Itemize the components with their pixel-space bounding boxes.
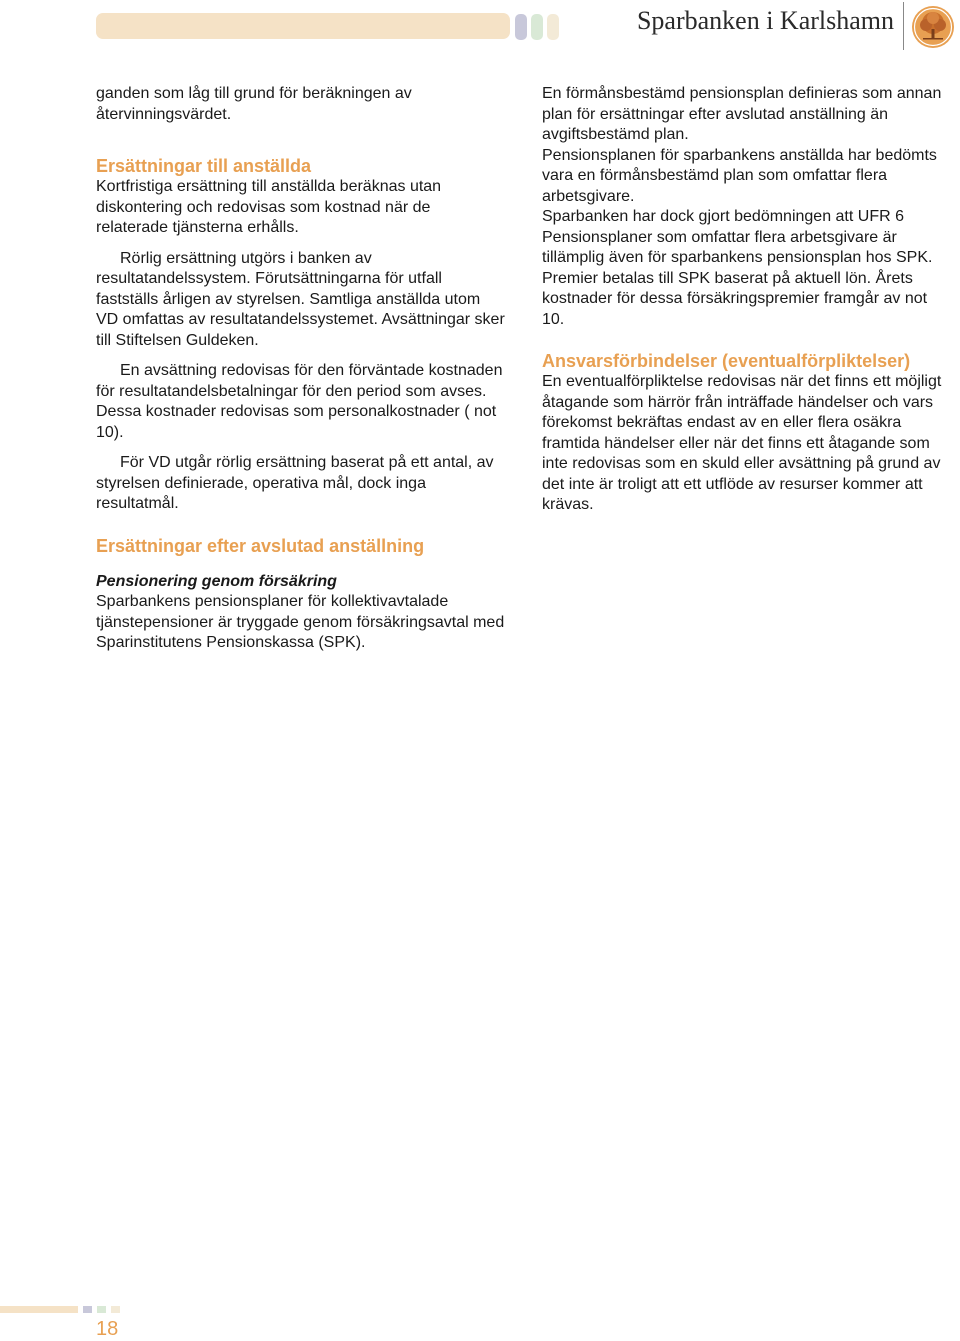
footer-bar (0, 1306, 78, 1313)
heading-ersattningar-till-anstallda: Ersättningar till anställda (96, 156, 312, 176)
footer-square-2 (97, 1306, 106, 1313)
paragraph-formansbestamd: En förmånsbestämd pensionsplan definieras som annan plan för ersättningar efter avslutad anställning än avgiftsbestämd plan. (542, 85, 942, 143)
oak-tree-logo-icon (911, 5, 955, 49)
paragraph-avsattning: En avsättning redovisas för den förväntade kostnaden för resultatandelsbetalningar för den period som avses. Dessa kostnader redovisas som personalkostnader ( not 10). (96, 362, 503, 441)
paragraph-pensionsplaner: Sparbankens pensionsplaner för kollektivavtalade tjänstepensioner är tryggade genom försäkringsavtal med Sparinstitutens Pensionskassa (SPK). (96, 593, 505, 651)
paragraph-eventualforpliktelse: En eventualförpliktelse redovisas när det finns ett möjligt åtagande som härrör från inträffade händelser och vars förekomst bekräftas endast av en eller flera osäkra framtida händelser eller när det finns ett åtagande som inte redovisas som en skuld eller avsättning på grund av det inte är troligt att ett utflöde av resurser kommer att krävas. (542, 373, 942, 513)
brand-divider (903, 2, 904, 50)
footer-square-3 (111, 1306, 120, 1313)
header-pill-1 (515, 14, 527, 40)
paragraph-rorlig-ersattning: Rörlig ersättning utgörs i banken av resultatandelssystem. Förutsättningarna för utfall fastställs årligen av styrelsen. Samtliga anställda utom VD omfattas av resultatandelssystemet. Avsättningar sker till Stiftelsen Guldeken. (96, 249, 505, 349)
page-number: 18 (96, 1318, 119, 1340)
brand-name: Sparbanken i Karlshamn (636, 6, 894, 35)
heading-ersattningar-efter-avslutad-anstallning: Ersättningar efter avslutad anställning (96, 535, 425, 556)
paragraph-ufr6: Sparbanken har dock gjort bedömningen att UFR 6 Pensionsplaner som omfattar flera arbetsgivare är tillämplig även för sparbankens pensionsplan hos SPK. (542, 208, 933, 266)
header-bar (96, 13, 510, 39)
paragraph-continuation: ganden som låg till grund för beräkningen av återvinningsvärdet. (96, 85, 412, 123)
header-pill-2 (531, 14, 543, 40)
left-column (96, 84, 506, 654)
subheading-pensionering: Pensionering genom försäkring (96, 572, 337, 590)
paragraph-pensionsplanen: Pensionsplanen för sparbankens anställda har bedömts vara en förmånsbestämd plan som omfattar flera arbetsgivare. (542, 146, 937, 205)
footer-square-1 (83, 1306, 92, 1313)
right-column (542, 84, 947, 516)
header-pill-3 (547, 14, 559, 40)
paragraph-premier: Premier betalas till SPK baserat på aktuell lön. Årets kostnader för dessa försäkringspremier framgår av not 10. (542, 269, 928, 328)
paragraph-vd-ersattning: För VD utgår rörlig ersättning baserat på ett antal, av styrelsen definierade, operativa mål, dock inga resultatmål. (96, 454, 494, 512)
paragraph-kortfristiga: Kortfristiga ersättning till anställda beräknas utan diskontering och redovisas som kostnad när de relaterade tjänsterna erhålls. (96, 178, 442, 236)
heading-ansvarsforbindelser: Ansvarsförbindelser (eventualförpliktelser) (542, 351, 911, 371)
